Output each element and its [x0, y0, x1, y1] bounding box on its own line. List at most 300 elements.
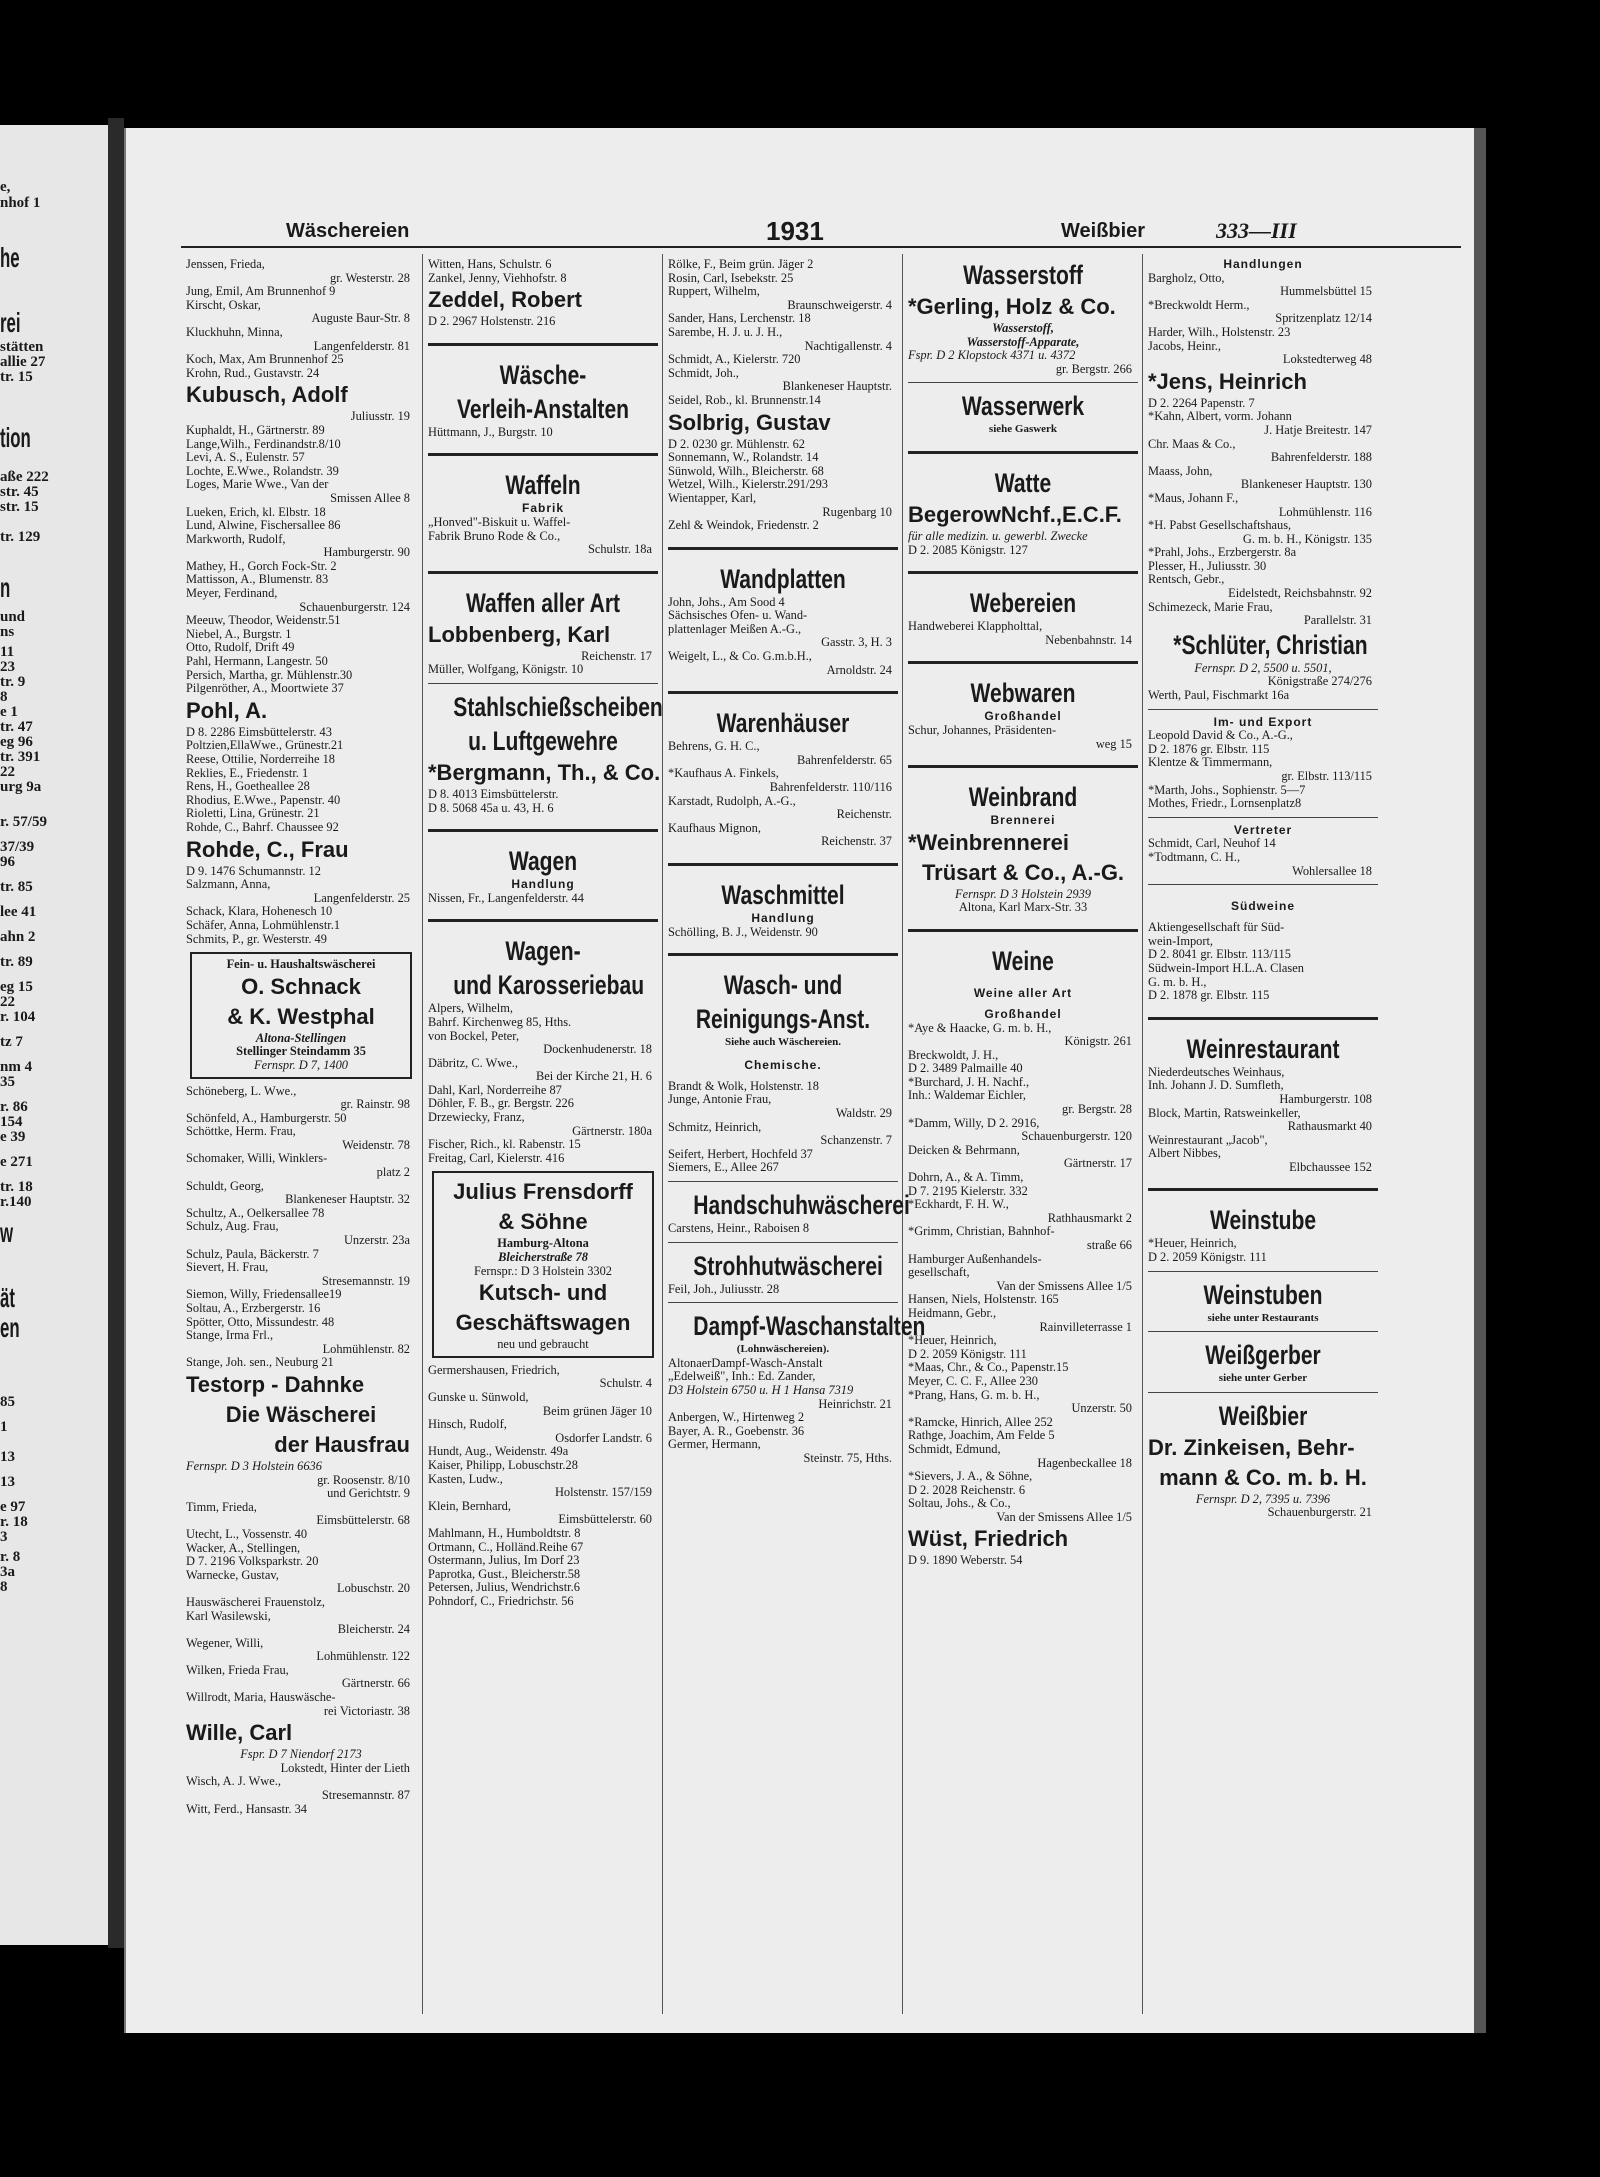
listing-line: Nissen, Fr., Langenfelderstr. 44 — [428, 890, 584, 905]
listing-line: *Burchard, J. H. Nachf., — [908, 1074, 1030, 1089]
listing-line: Chr. Maas & Co., — [1148, 436, 1236, 451]
header-rule — [181, 246, 1461, 248]
listing-line: neu und gebraucht — [497, 1337, 589, 1352]
section-divider — [1148, 1271, 1378, 1272]
listing-line: Jung, Emil, Am Brunnenhof 9 — [186, 284, 336, 299]
left-page-fragment: tr. 89 — [0, 954, 33, 970]
listing-line: Unzerstr. 50 — [1071, 1401, 1132, 1416]
section-rule — [428, 571, 658, 574]
section-heading: Reinigungs-Anst. — [695, 1004, 871, 1035]
section-heading: u. Luftgewehre — [468, 725, 618, 756]
listing-line: *Prahl, Johs., Erzbergerstr. 8a — [1148, 545, 1297, 560]
listing-line: *Grimm, Christian, Bahnhof- — [908, 1224, 1055, 1239]
listing-line: gr. Bergstr. 266 — [1055, 361, 1132, 376]
listing-line: Braunschweigerstr. 4 — [787, 297, 892, 312]
listing-line: Bargholz, Otto, — [1148, 270, 1225, 285]
listing-line: Markworth, Rudolf, — [186, 531, 286, 546]
left-page-fragment: e 97 — [0, 1499, 26, 1515]
listing-bold-name: *Jens, Heinrich — [1148, 368, 1307, 394]
listing-line: Anbergen, W., Hirtenweg 2 — [668, 1410, 805, 1425]
listing-line: Schulz, Aug. Frau, — [186, 1219, 279, 1234]
listing-line: Rathge, Joachim, Am Felde 5 — [908, 1428, 1055, 1443]
listing-line: Ruppert, Wilhelm, — [668, 284, 760, 299]
listing-line: Waldstr. 29 — [835, 1105, 892, 1120]
directory-column-3 — [668, 257, 926, 1465]
listing-line: Rosin, Carl, Isebekstr. 25 — [668, 270, 794, 285]
listing-line: Schulz, Paula, Bäckerstr. 7 — [186, 1246, 319, 1261]
section-rule — [908, 661, 1138, 664]
listing-line: Eimsbüttelerstr. 60 — [558, 1512, 652, 1527]
listing-bold-name: Julius Frensdorff — [453, 1179, 633, 1205]
section-heading: *Schlüter, Christian — [1173, 629, 1368, 660]
listing-bold-name: *Gerling, Holz & Co. — [908, 294, 1116, 319]
header-right-word: Weißbier — [1061, 220, 1146, 242]
listing-line: straße 66 — [1086, 1238, 1132, 1252]
left-page-fragment: 8 — [0, 689, 8, 705]
listing-line: Weidenstr. 78 — [342, 1137, 410, 1152]
section-rule — [428, 829, 658, 832]
column-separator — [422, 254, 423, 2014]
listing-line: Hummelsbüttel 15 — [1280, 284, 1372, 299]
listing-line: Steinstr. 75, Hths. — [803, 1450, 892, 1465]
listing-line: Elbchaussee 152 — [1289, 1159, 1372, 1174]
listing-line: Fabrik Bruno Rode & Co., — [428, 528, 561, 543]
listing-bold-name: Kutsch- und — [478, 1280, 608, 1306]
listing-line: D 2. 3489 Palmaille 40 — [908, 1061, 1023, 1076]
section-subheading: Handlungen — [1223, 257, 1303, 271]
listing-line: *H. Pabst Gesellschaftshaus, — [1148, 518, 1292, 533]
listing-line: D 2. 0230 gr. Mühlenstr. 62 — [668, 436, 805, 451]
listing-line: Stange, Irma Frl., — [186, 1328, 274, 1343]
listing-line: Schmidt, Edmund, — [908, 1441, 1001, 1456]
listing-line: Schmidt, Joh., — [668, 365, 739, 380]
listing-bold-name: Dr. Zinkeisen, Behr- — [1148, 1434, 1355, 1460]
left-page-fragment: stätten — [0, 339, 44, 355]
cross-reference-note: siehe unter Restaurants — [1207, 1311, 1319, 1324]
listing-line: Maass, John, — [1148, 463, 1213, 478]
listing-bold-name: & Söhne — [498, 1209, 588, 1235]
listing-line: Bahrenfelderstr. 65 — [797, 752, 892, 767]
section-heading: Wagen — [508, 846, 578, 877]
listing-line: Behrens, G. H. C., — [668, 739, 760, 754]
page-number: 333—III — [1216, 218, 1297, 243]
listing-line: Wasserstoff, — [992, 321, 1054, 335]
listing-line: Mothes, Friedr., Lornsenplatz8 — [1148, 796, 1302, 811]
left-page-fragment: 22 — [0, 764, 15, 780]
section-rule — [1148, 1017, 1378, 1020]
listing-line: Sander, Hans, Lerchenstr. 18 — [668, 311, 811, 326]
listing-bold-name: der Hausfrau — [274, 1431, 410, 1457]
listing-line: Germer, Hermann, — [668, 1437, 761, 1452]
listing-line: Blankeneser Hauptstr. — [782, 379, 892, 394]
listing-line: D 2. 2085 Königstr. 127 — [908, 542, 1028, 557]
listing-line: D 2. 2059 Königstr. 111 — [908, 1346, 1027, 1361]
listing-line: Plesser, H., Juliusstr. 30 — [1148, 558, 1267, 573]
listing-line: Schönfeld, A., Hamburgerstr. 50 — [186, 1110, 347, 1125]
section-rule — [428, 453, 658, 456]
listing-line: Meeuw, Theodor, Weidenstr.51 — [186, 613, 341, 628]
section-heading: Wandplatten — [720, 563, 846, 594]
listing-line: Witt, Ferd., Hansastr. 34 — [186, 1801, 307, 1816]
section-heading: Wäsche- — [499, 359, 587, 390]
section-subheading: Südweine — [1230, 899, 1295, 914]
listing-line: Seidel, Rob., kl. Brunnenstr.14 — [668, 392, 821, 407]
listing-line: Bayer, A. R., Goebenstr. 36 — [668, 1423, 805, 1438]
listing-line: Reichenstr. 17 — [581, 648, 652, 663]
section-subheading: Großhandel — [984, 1006, 1062, 1021]
listing-line: gr. Rainstr. 98 — [340, 1097, 410, 1112]
listing-line: Soltau, A., Erzbergerstr. 16 — [186, 1301, 321, 1315]
listing-line: Fernspr. D 3 Holstein 2939 — [955, 886, 1091, 901]
left-page-fragment: eg 96 — [0, 734, 33, 750]
listing-line: *Heuer, Heinrich, — [908, 1333, 997, 1348]
listing-bold-name: *Bergmann, Th., & Co. — [428, 759, 661, 785]
listing-line: Wacker, A., Stellingen, — [186, 1540, 301, 1555]
listing-line: D 7. 2195 Kielerstr. 332 — [908, 1183, 1028, 1198]
section-heading: Waschmittel — [721, 880, 845, 910]
listing-line: Niederdeutsches Weinhaus, — [1148, 1064, 1285, 1079]
listing-line: Gasstr. 3, H. 3 — [821, 635, 892, 650]
listing-line: *Sievers, J. A., & Söhne, — [908, 1469, 1033, 1484]
listing-bold-name: BegerowNchf.,E.C.F. — [908, 501, 1122, 527]
listing-line: gr. Bergstr. 28 — [1062, 1102, 1132, 1117]
listing-line: Breckwoldt, J. H., — [908, 1047, 999, 1062]
listing-line: Mattisson, A., Blumenstr. 83 — [186, 572, 329, 587]
left-page-fragment: e, — [0, 179, 11, 195]
listing-line: Freitag, Carl, Kielerstr. 416 — [428, 1150, 565, 1165]
left-page-fragment: 8 — [0, 1579, 8, 1595]
section-rule — [1148, 1188, 1378, 1191]
left-page-edge — [0, 125, 108, 1945]
left-page-fragment: rei — [0, 307, 21, 338]
left-page-fragment: tr. 9 — [0, 674, 26, 690]
section-subheading: Handlung — [511, 877, 575, 892]
listing-line: *Heuer, Heinrich, — [1148, 1236, 1237, 1251]
listing-line: Kluckhuhn, Minna, — [186, 324, 283, 339]
listing-line: Lobuschstr. 20 — [337, 1581, 410, 1596]
left-page-fragment: 3a — [0, 1564, 15, 1580]
section-divider — [428, 683, 658, 684]
listing-line: Wohlersallee 18 — [1292, 863, 1372, 878]
listing-line: Germershausen, Friedrich, — [428, 1362, 560, 1377]
cross-reference-note: (Lohnwäschereien). — [736, 1343, 830, 1356]
listing-line: Poltzien,EllaWwe., Grünestr.21 — [186, 738, 344, 753]
section-subheading: Fabrik — [521, 501, 564, 516]
section-heading: Wasch- und — [723, 970, 843, 1001]
advertisement-box — [432, 1171, 654, 1357]
listing-line: Rohde, C., Bahrf. Chaussee 92 — [186, 819, 339, 834]
listing-line: Hüttmann, J., Burgstr. 10 — [428, 424, 553, 439]
listing-line: von Bockel, Peter, — [428, 1028, 520, 1043]
listing-line: Reklies, E., Friedenstr. 1 — [186, 765, 309, 780]
listing-line: gr. Elbstr. 113/115 — [1281, 769, 1372, 783]
listing-line: Weinrestaurant „Jacob", — [1148, 1132, 1268, 1147]
section-divider — [668, 1302, 898, 1303]
left-page-fragment: lee 41 — [0, 904, 37, 920]
listing-line: J. Hatje Breitestr. 147 — [1264, 422, 1372, 437]
listing-line: Kasten, Ludw., — [428, 1471, 503, 1486]
section-divider — [668, 1242, 898, 1243]
left-page-fragment: tr. 391 — [0, 749, 41, 765]
listing-line: Hamburgerstr. 108 — [1279, 1091, 1372, 1106]
listing-line: Sünwold, Wilh., Bleicherstr. 68 — [668, 463, 824, 478]
listing-line: Schack, Klara, Hohenesch 10 — [186, 904, 333, 919]
listing-bold-name: Wille, Carl — [186, 1720, 293, 1746]
listing-line: Loges, Marie Wwe., Van der — [186, 477, 329, 492]
section-divider — [668, 1181, 898, 1182]
left-page-fragment: ahn 2 — [0, 929, 36, 945]
section-subheading: Großhandel — [984, 709, 1062, 724]
listing-line: Otto, Rudolf, Drift 49 — [186, 640, 295, 655]
listing-line: Altona, Karl Marx-Str. 33 — [958, 900, 1088, 915]
header-year: 1931 — [766, 216, 824, 246]
listing-line: Juliusstr. 19 — [350, 409, 410, 424]
listing-line: Blankeneser Hauptstr. 32 — [285, 1192, 410, 1207]
left-page-fragment: r. 104 — [0, 1009, 36, 1025]
listing-line: Harder, Wilh., Holstenstr. 23 — [1148, 324, 1291, 339]
left-page-fragment: und — [0, 609, 26, 625]
listing-line: Däbritz, C. Wwe., — [428, 1055, 518, 1070]
listing-line: Fernspr. D 7, 1400 — [254, 1057, 348, 1072]
listing-line: Reese, Ottilie, Norderreihe 18 — [186, 752, 335, 766]
listing-line: D3 Holstein 6750 u. H 1 Hansa 7319 — [668, 1382, 854, 1397]
listing-line: Sievert, H. Frau, — [186, 1260, 269, 1275]
listing-line: Unzerstr. 23a — [343, 1233, 410, 1248]
listing-line: Rens, H., Goetheallee 28 — [186, 779, 310, 794]
section-heading: Waffen aller Art — [465, 587, 621, 618]
left-page-fragment: w — [0, 1217, 14, 1248]
section-heading: Weinrestaurant — [1186, 1033, 1340, 1064]
section-heading: Waffeln — [505, 470, 581, 501]
listing-line: Witten, Hans, Schulstr. 6 — [428, 257, 552, 271]
listing-line: Gärtnerstr. 180a — [572, 1123, 652, 1138]
listing-line: Rentsch, Gebr., — [1148, 572, 1225, 587]
left-page-fragment: e 39 — [0, 1129, 26, 1145]
listing-line: gr. Westerstr. 28 — [330, 270, 410, 285]
listing-line: Bleicherstraße 78 — [498, 1250, 588, 1265]
section-heading: Dampf-Waschanstalten — [693, 1311, 926, 1342]
listing-line: Rhodius, E.Wwe., Papenstr. 40 — [186, 792, 341, 807]
listing-line: Parallelstr. 31 — [1303, 613, 1372, 628]
left-page-fragment: 23 — [0, 659, 15, 675]
listing-line: Wasserstoff-Apparate, — [966, 334, 1080, 349]
left-page-fragment: tr. 18 — [0, 1179, 33, 1195]
column-separator — [662, 254, 663, 2014]
listing-line: D 2. 8041 gr. Elbstr. 113/115 — [1148, 947, 1291, 962]
section-divider — [1148, 709, 1378, 710]
listing-line: Wisch, A. J. Wwe., — [186, 1774, 281, 1789]
section-heading: Verleih-Anstalten — [456, 393, 630, 424]
listing-line: Reichenstr. — [836, 807, 892, 822]
listing-line: Mathey, H., Gorch Fock-Str. 2 — [186, 558, 337, 573]
listing-bold-name: Solbrig, Gustav — [668, 409, 831, 435]
listing-line: Schauenburgerstr. 124 — [299, 599, 410, 614]
listing-line: Schultz, A., Oelkersallee 78 — [186, 1205, 325, 1220]
listing-line: Brandt & Wolk, Holstenstr. 18 — [668, 1078, 819, 1093]
listing-line: Warnecke, Gustav, — [186, 1567, 279, 1582]
listing-line: Bahrf. Kirchenweg 85, Hths. — [428, 1014, 572, 1029]
listing-line: John, Johs., Am Sood 4 — [668, 594, 785, 609]
section-heading: Warenhäuser — [716, 708, 850, 739]
listing-line: Osdorfer Landstr. 6 — [555, 1430, 652, 1445]
listing-line: Schanzenstr. 7 — [820, 1133, 892, 1148]
listing-line: Wetzel, Wilh., Kielerstr.291/293 — [668, 477, 829, 492]
section-heading: Webereien — [969, 588, 1077, 619]
listing-line: *Aye & Haacke, G. m. b. H., — [908, 1020, 1052, 1035]
listing-line: Ostermann, Julius, Im Dorf 23 — [428, 1553, 580, 1568]
left-page-fragment: allie 27 — [0, 354, 46, 370]
listing-line: Nachtigallenstr. 4 — [804, 338, 892, 353]
listing-line: Seifert, Herbert, Hochfeld 37 — [668, 1146, 813, 1161]
left-page-fragment: 11 — [0, 644, 15, 660]
left-page-fragment: str. 15 — [0, 499, 39, 515]
listing-line: Altona-Stellingen — [255, 1030, 347, 1045]
listing-line: Mahlmann, H., Humboldtstr. 8 — [428, 1525, 581, 1540]
listing-line: Dahl, Karl, Norderreihe 87 — [428, 1082, 562, 1097]
section-divider — [1148, 1392, 1378, 1393]
listing-line: Kaufhaus Mignon, — [668, 820, 761, 835]
listing-line: Wientapper, Karl, — [668, 490, 757, 505]
listing-line: D 7. 2196 Volksparkstr. 20 — [186, 1554, 319, 1569]
listing-line: Lochte, E.Wwe., Rolandstr. 39 — [186, 463, 339, 478]
listing-line: rei Victoriastr. 38 — [323, 1703, 410, 1718]
listing-bold-name: Geschäftswagen — [455, 1310, 631, 1336]
listing-line: Van der Smissens Allee 1/5 — [996, 1509, 1132, 1524]
listing-line: Schmitz, Heinrich, — [668, 1119, 762, 1134]
listing-line: Schöneberg, L. Wwe., — [186, 1083, 297, 1098]
listing-line: Ortmann, C., Holländ.Reihe 67 — [428, 1539, 584, 1554]
listing-line: Meyer, C. C. F., Allee 230 — [908, 1373, 1038, 1388]
listing-bold-name: mann & Co. m. b. H. — [1159, 1464, 1367, 1490]
section-subheading: Vertreter — [1233, 822, 1293, 837]
left-page-fragment: 85 — [0, 1394, 15, 1410]
listing-bold-name: Wüst, Friedrich — [908, 1526, 1069, 1552]
listing-line: Inh. Johann J. D. Sumfleth, — [1148, 1078, 1284, 1093]
listing-bold-name: Testorp - Dahnke — [186, 1371, 365, 1397]
section-heading: Weinbrand — [968, 782, 1078, 813]
left-page-fragment: nhof 1 — [0, 195, 41, 211]
listing-line: *Damm, Willy, D 2. 2916, — [908, 1115, 1040, 1130]
listing-line: D 8. 4013 Eimsbüttelerstr. — [428, 786, 559, 801]
left-page-fragment: tr. 15 — [0, 369, 33, 385]
listing-line: Fein- u. Haushaltswäscherei — [226, 957, 376, 972]
listing-line: D 9. 1476 Schumannstr. 12 — [186, 863, 321, 878]
section-rule — [428, 343, 658, 346]
listing-line: Lokstedt, Hinter der Lieth — [280, 1760, 410, 1775]
listing-line: Zehl & Weindok, Friedenstr. 2 — [668, 518, 819, 533]
section-rule — [908, 765, 1138, 768]
listing-line: *Kahn, Albert, vorm. Johann — [1148, 409, 1292, 424]
listing-line: Fspr. D 2 Klopstock 4371 u. 4372 — [908, 348, 1076, 363]
listing-line: Fischer, Rich., kl. Rabenstr. 15 — [428, 1137, 581, 1152]
directory-column-4 — [908, 258, 1138, 1568]
section-rule — [428, 919, 658, 922]
listing-line: D 9. 1890 Weberstr. 54 — [908, 1553, 1023, 1568]
listing-line: Schöttke, Herm. Frau, — [186, 1124, 296, 1139]
left-page-fragment: 13 — [0, 1449, 15, 1465]
listing-line: Werth, Paul, Fischmarkt 16a — [1148, 688, 1290, 703]
listing-line: Schmidt, A., Kielerstr. 720 — [668, 352, 801, 367]
listing-line: Albert Nibbes, — [1148, 1146, 1221, 1161]
listing-line: Sarembe, H. J. u. J. H., — [668, 324, 783, 339]
listing-line: *Marth, Johs., Sophienstr. 5—7 — [1148, 782, 1306, 797]
listing-line: Petersen, Julius, Wendrichstr.6 — [428, 1580, 580, 1595]
listing-line: Siemon, Willy, Friedensallee19 — [186, 1287, 342, 1302]
listing-line: Kaiser, Philipp, Lobuschstr.28 — [428, 1457, 578, 1472]
listing-line: *Maus, Johann F., — [1148, 490, 1239, 505]
section-rule — [668, 863, 898, 866]
listing-line: Feil, Joh., Juliusstr. 28 — [668, 1281, 780, 1296]
right-page-edge — [1472, 128, 1486, 2033]
listing-line: Dohrn, A., & A. Timm, — [908, 1170, 1024, 1185]
listing-line: Pahl, Hermann, Langestr. 50 — [186, 654, 328, 669]
listing-line: Schmits, P., gr. Westerstr. 49 — [186, 931, 327, 946]
listing-line: gr. Roosenstr. 8/10 — [317, 1472, 410, 1487]
left-page-fragment: 3 — [0, 1529, 8, 1545]
section-rule — [668, 953, 898, 956]
listing-bold-name: Kubusch, Adolf — [186, 382, 348, 408]
section-heading: Wasserstoff — [963, 260, 1083, 290]
listing-line: Bahrenfelderstr. 110/116 — [769, 780, 892, 795]
listing-line: Kuphaldt, H., Gärtnerstr. 89 — [186, 422, 325, 437]
listing-line: *Prang, Hans, G. m. b. H., — [908, 1387, 1040, 1402]
left-page-fragment: e 271 — [0, 1154, 33, 1170]
listing-line: Jenssen, Frieda, — [186, 257, 265, 271]
cross-reference-note: siehe Gaswerk — [988, 423, 1058, 436]
book-gutter — [108, 118, 124, 1948]
listing-line: D 2. 2059 Königstr. 111 — [1148, 1250, 1267, 1265]
left-page-fragment: ät — [0, 1282, 15, 1313]
listing-line: gesellschaft, — [908, 1265, 970, 1280]
listing-line: „Honved"-Biskuit u. Waffel- — [428, 514, 571, 529]
left-page-fragment: e 1 — [0, 704, 18, 720]
listing-line: Spritzenplatz 12/14 — [1275, 311, 1372, 326]
listing-line: *Maas, Chr., & Co., Papenstr.15 — [908, 1360, 1069, 1375]
listing-line: Reichenstr. 37 — [821, 834, 892, 849]
listing-bold-name: O. Schnack — [241, 973, 361, 999]
section-subheading: Chemische. — [744, 1057, 822, 1072]
listing-line: Weigelt, L., & Co. G.m.b.H., — [668, 649, 812, 664]
listing-line: Klein, Bernhard, — [428, 1498, 511, 1513]
listing-line: und Gerichtstr. 9 — [327, 1486, 410, 1501]
listing-line: Stange, Joh. sen., Neuburg 21 — [186, 1355, 334, 1370]
left-page-fragment: r. 8 — [0, 1549, 21, 1565]
cross-reference-note: Siehe auch Wäschereien. — [724, 1036, 841, 1049]
listing-bold-name: Pohl, A. — [186, 697, 268, 723]
listing-line: Gärtnerstr. 17 — [1063, 1156, 1132, 1171]
listing-line: Levi, A. S., Eulenstr. 57 — [186, 450, 305, 465]
listing-line: Siemers, E., Allee 267 — [668, 1160, 779, 1175]
left-page-fragment: str. 45 — [0, 484, 39, 500]
listing-bold-name: Rohde, C., Frau — [186, 836, 349, 862]
left-page-fragment: en — [0, 1312, 20, 1343]
left-page-fragment: tz 7 — [0, 1034, 23, 1050]
section-divider — [1148, 884, 1378, 885]
left-page-fragment: r. 18 — [0, 1514, 28, 1530]
listing-line: Wegener, Willi, — [186, 1635, 264, 1650]
listing-line: D 2. 1876 gr. Elbstr. 115 — [1148, 741, 1270, 756]
section-rule — [668, 691, 898, 694]
listing-line: Hamburg-Altona — [497, 1236, 589, 1251]
listing-line: Spötter, Otto, Missundestr. 48 — [186, 1314, 335, 1329]
listing-line: Pohndorf, C., Friedrichstr. 56 — [428, 1593, 574, 1608]
left-page-fragment: 37/39 — [0, 839, 35, 855]
listing-line: Schäfer, Anna, Lohmühlenstr.1 — [186, 917, 341, 932]
left-page-fragment: eg 15 — [0, 979, 33, 995]
listing-line: Sonnemann, W., Rolandstr. 14 — [668, 450, 819, 465]
listing-line: Junge, Antonie Frau, — [668, 1092, 772, 1107]
section-rule — [908, 451, 1138, 454]
